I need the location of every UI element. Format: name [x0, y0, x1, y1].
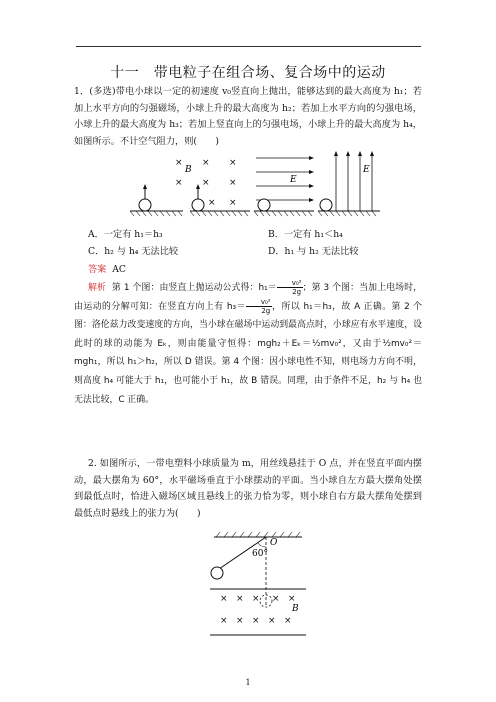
question-1-figure — [128, 150, 383, 220]
electric-field-label: E — [363, 165, 370, 175]
cross-mark: × — [268, 616, 276, 626]
option-c: C．h₂ 与 h₄ 无法比较 — [88, 246, 179, 257]
analysis-text-part: ；第 3 个图：当加上电场时，由运动的分解可知：在竖直方向上有 h₃＝ — [74, 283, 422, 312]
question-2-figure — [206, 531, 310, 641]
cross-mark: × — [252, 616, 260, 626]
analysis-label: 解析 — [88, 283, 107, 293]
page-title: 十一 带电粒子在组合场、复合场中的运动 — [110, 65, 386, 81]
page-number: 1 — [245, 678, 251, 687]
formula-fraction: $\frac{\text{v₀²}}{2g}$ — [277, 279, 303, 296]
cross-mark: × — [220, 616, 228, 626]
analysis-text-part: ，所以 h₁＝h₃，故 A 正确。第 2 个图：洛伦兹力改变速度的方向，当小球在磁场中运动到最高点时，小球应有水平速度，设此时的球的动能为 Eₖ，则由能量守恒得：mgh₂＋Eₖ＝½mv₀²，又由于½mv₀²＝mgh₁，所以 h₁＞h₂，所以 D 错误。第 4 个图：因小球电性不知，则电场力方向不明，则高度 h₄ 可能大于 h₁，也可能小于 h₁，故 B 错误。同理，由于条件不足，h₂ 与 h₄ 也无法比较，C 正确。 — [74, 301, 422, 405]
header-rule — [76, 46, 421, 47]
question-2-text: 2. 如图所示，一带电塑料小球质量为 m，用丝线悬挂于 O 点，并在竖直平面内摆动，最大摆角为 60°，水平磁场垂直于小球摆动的平面。当小球自左方最大摆角处摆到最低点时，恰进入磁场区域且悬线上的张力恰为零，则小球自右方最大摆角处摆到最低点时悬线上的张力为( ) — [74, 458, 422, 519]
cross-mark: × — [175, 178, 183, 188]
cross-mark: × — [208, 198, 216, 208]
magnetic-field-label: B — [185, 165, 192, 175]
option-a: A．一定有 h₁＝h₃ — [88, 229, 163, 240]
answer-line — [88, 261, 126, 275]
magnetic-field-label: B — [292, 604, 299, 614]
cross-mark: × — [220, 594, 228, 604]
cross-mark: × — [288, 594, 296, 604]
electric-field-label: E — [290, 175, 297, 185]
cross-mark: × — [202, 158, 210, 168]
cross-mark: × — [236, 594, 244, 604]
cross-mark: × — [202, 178, 210, 188]
option-d: D．h₁ 与 h₂ 无法比较 — [268, 246, 359, 257]
answer-label: 答案 — [88, 264, 107, 275]
analysis-text-part: 第 1 个图：由竖直上抛运动公式得：h₁＝ — [111, 283, 277, 293]
cross-mark: × — [229, 158, 237, 168]
answer-value: AC — [112, 264, 126, 275]
cross-mark: × — [252, 594, 260, 604]
cross-mark: × — [236, 616, 244, 626]
cross-mark: × — [284, 616, 292, 626]
cross-mark: × — [272, 594, 280, 604]
analysis — [74, 279, 422, 409]
cross-mark: × — [229, 178, 237, 188]
question-1-text: 1．(多选)带电小球以一定的初速度 v₀竖直向上抛出，能够达到的最大高度为 h₁；若加上水平方向的匀强磁场，小球上升的最大高度为 h₂；若加上水平方向的匀强电场，小球上升的最大高度为 h₃；若加上竖直向上的匀强电场，小球上升的最大高度为 h₄，如图所示。不计空气阻力，则( ) — [74, 86, 422, 147]
formula-fraction: $\frac{\text{v₀²}}{2g}$ — [246, 298, 272, 315]
option-b: B．一定有 h₁＜h₄ — [268, 229, 343, 240]
cross-mark: × — [175, 158, 183, 168]
pivot-label: O — [270, 538, 278, 548]
cross-mark: × — [229, 198, 237, 208]
angle-label: 60° — [252, 549, 268, 559]
